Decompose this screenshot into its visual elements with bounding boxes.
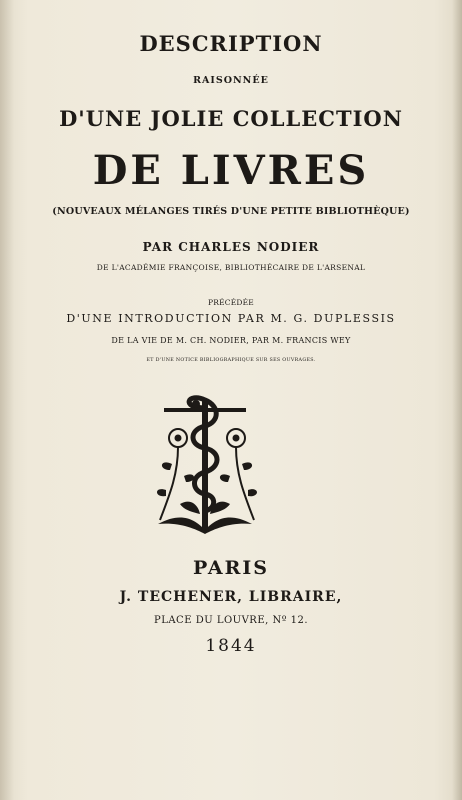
imprint-year: 1844 bbox=[205, 636, 257, 656]
imprint-address: PLACE DU LOUVRE, Nº 12. bbox=[153, 615, 309, 626]
title-line-raisonnee: RAISONNÉE bbox=[193, 75, 269, 86]
author-credentials: DE L'ACADÉMIE FRANÇOISE, BIBLIOTHÉCAIRE DE L'ARSENAL bbox=[96, 263, 366, 272]
imprint-city: PARIS bbox=[192, 557, 270, 579]
author-line: PAR CHARLES NODIER bbox=[142, 240, 320, 254]
biography-line: DE LA VIE DE M. CH. NODIER, PAR M. FRANCIS WEY bbox=[111, 336, 351, 345]
bibliographic-notice-line: ET D'UNE NOTICE BIBLIOGRAPHIQUE SUR SES OUVRAGES. bbox=[146, 358, 316, 363]
subtitle: (NOUVEAUX MÉLANGES TIRÉS D'UNE PETITE BIBLIOTHÈQUE) bbox=[52, 206, 410, 217]
title-line-description: DESCRIPTION bbox=[139, 31, 323, 56]
title-line-livres: DE LIVRES bbox=[92, 147, 370, 194]
imprint-publisher: J. TECHENER, LIBRAIRE, bbox=[119, 589, 343, 605]
preceded-label: PRÉCÉDÉE bbox=[208, 298, 254, 307]
title-line-collection: D'UNE JOLIE COLLECTION bbox=[59, 106, 403, 131]
introduction-line: D'UNE INTRODUCTION PAR M. G. DUPLESSIS bbox=[66, 312, 396, 325]
serpent-cross-flowers-icon bbox=[150, 394, 260, 536]
